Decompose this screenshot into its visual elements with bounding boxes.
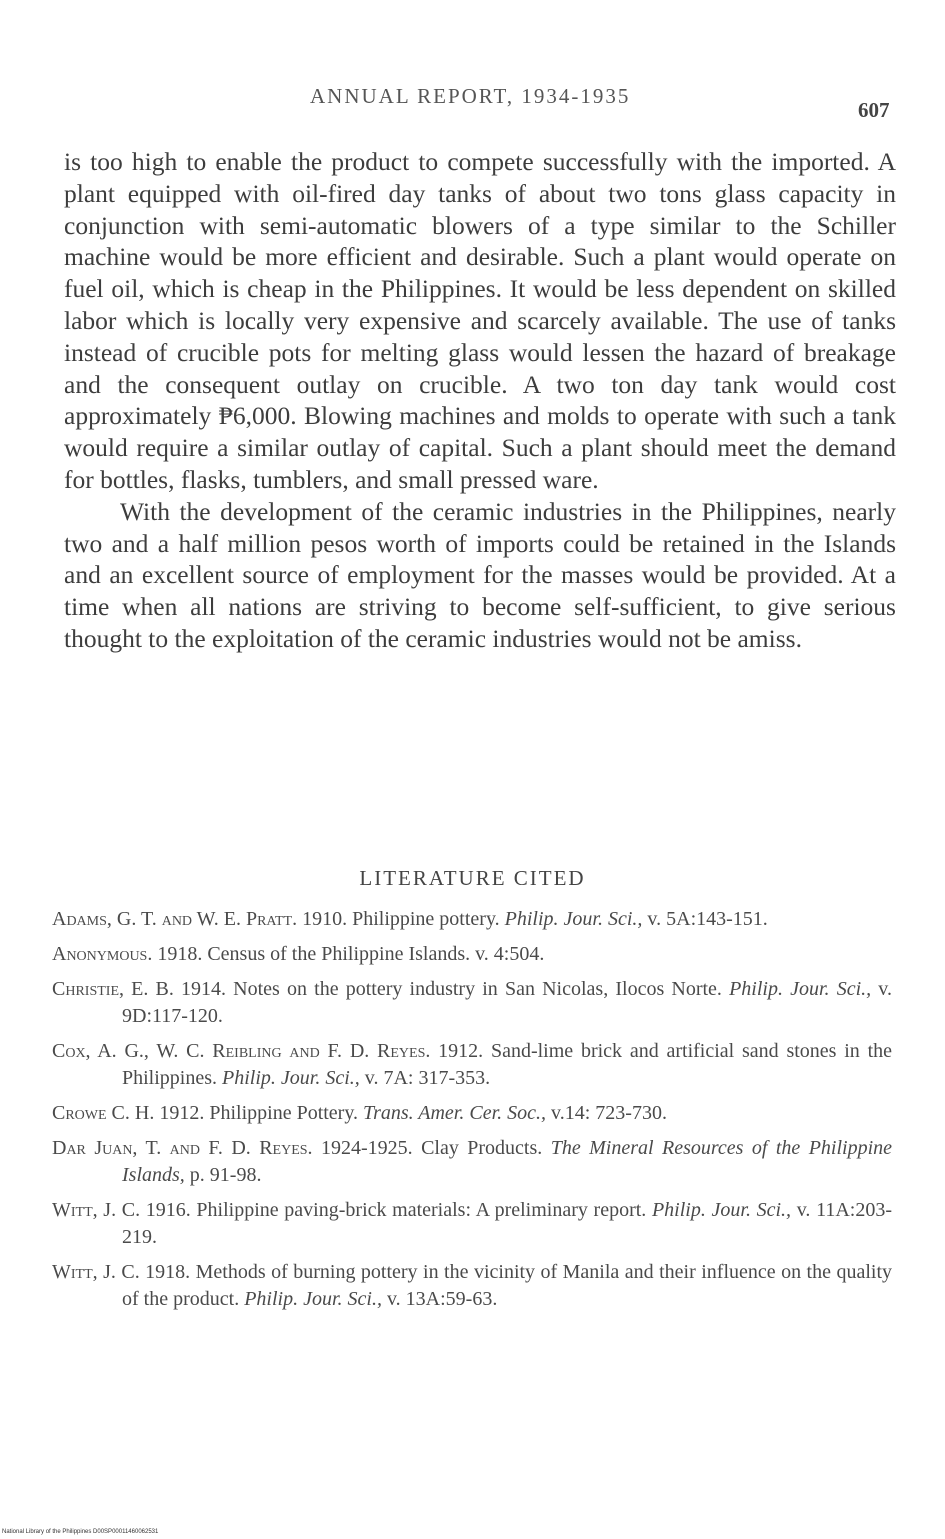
reference-journal: Philip. Jour. Sci.,	[222, 1067, 360, 1089]
reference-item	[52, 906, 892, 933]
reference-author: Cox, A. G., W. C. Reibling and F. D. Reyes.	[52, 1040, 431, 1062]
reference-tail: v.14: 723-730.	[546, 1102, 667, 1124]
running-head: ANNUAL REPORT, 1934-1935	[310, 84, 631, 108]
reference-item	[52, 1038, 892, 1092]
reference-tail: v. 11A:203-219.	[122, 1199, 893, 1248]
reference-journal: Philip. Jour. Sci.,	[244, 1288, 382, 1310]
reference-text: 1918. Methods of burning pottery in the vicinity of Manila and their influence on the quality of the product.	[122, 1261, 893, 1310]
reference-author: Anonymous.	[52, 943, 153, 965]
reference-item	[52, 1100, 892, 1127]
reference-tail: v. 5A:143-151.	[642, 908, 768, 930]
reference-text: 1912. Sand-lime brick and artificial sand stones in the Philippines.	[122, 1040, 893, 1089]
scan-footer: National Library of the Philippines D00SP00011460062531	[2, 1529, 159, 1535]
reference-author: Dar Juan, T. and F. D. Reyes.	[52, 1137, 313, 1159]
reference-journal: Philip. Jour. Sci.,	[729, 978, 872, 1000]
reference-tail: v. 13A:59-63.	[381, 1288, 498, 1310]
reference-list	[52, 906, 892, 1321]
literature-cited-heading: LITERATURE CITED	[359, 866, 586, 890]
reference-author: Crowe C. H.	[52, 1102, 155, 1124]
reference-journal: Trans. Amer. Cer. Soc.,	[363, 1102, 547, 1124]
reference-item	[52, 976, 892, 1030]
reference-text: 1910. Philippine pottery.	[297, 908, 505, 930]
reference-item	[52, 1135, 892, 1189]
paragraph: With the development of the ceramic industries in the Philippines, nearly two and a half million pesos worth of imports could be retained in the Islands and an excellent source of employment for the masses would be provided. At a time when all nations are striving to become self-sufficient, to give serious thought to the exploitation of the ceramic industries would not be amiss.	[64, 496, 896, 653]
paragraph: is too high to enable the product to compete successfully with the imported. A plant equipped with oil-fired day tanks of about two tons glass capacity in conjunction with semi-automatic blowers of a type similar to the Schiller machine would be more efficient and desirable. Such a plant would operate on fuel oil, which is cheap in the Philippines. It would be less dependent on skilled labor which is locally very expensive and scarcely available. The use of tanks instead of crucible pots for melting glass would lessen the hazard of breakage and the consequent outlay on crucible. A two ton day tank would cost approximately ₱6,000. Blowing machines and molds to operate with such a tank would require a similar outlay of capital. Such a plant should meet the demand for bottles, flasks, tumblers, and small pressed ware.	[64, 147, 896, 494]
reference-item	[52, 941, 892, 968]
reference-text: 1912. Philippine Pottery.	[154, 1102, 364, 1124]
reference-text: 1914. Notes on the pottery industry in San Nicolas, Ilocos Norte.	[173, 978, 730, 1000]
reference-journal: The Mineral Resources of the Philippine Islands,	[122, 1137, 893, 1186]
reference-item	[52, 1259, 892, 1313]
reference-journal: Philip. Jour. Sci.,	[651, 1199, 792, 1221]
reference-author: Christie, E. B.	[52, 978, 174, 1000]
reference-item	[52, 1197, 892, 1251]
reference-text: 1918. Census of the Philippine Islands. v. 4:504.	[152, 943, 545, 965]
reference-text: 1916. Philippine paving-brick materials: A preliminary report.	[140, 1199, 652, 1221]
reference-author: Adams, G. T. and W. E. Pratt.	[52, 908, 298, 930]
reference-tail: v. 7A: 317-353.	[359, 1067, 491, 1089]
reference-author: Witt, J. C.	[52, 1199, 141, 1221]
body-text	[64, 146, 896, 655]
reference-journal: Philip. Jour. Sci.,	[504, 908, 643, 930]
page-number: 607	[858, 98, 890, 122]
reference-tail: v. 9D:117-120.	[122, 978, 893, 1027]
reference-author: Witt, J. C.	[52, 1261, 140, 1283]
reference-text: 1924-1925. Clay Products.	[312, 1137, 551, 1159]
reference-tail: p. 91-98.	[184, 1164, 262, 1186]
